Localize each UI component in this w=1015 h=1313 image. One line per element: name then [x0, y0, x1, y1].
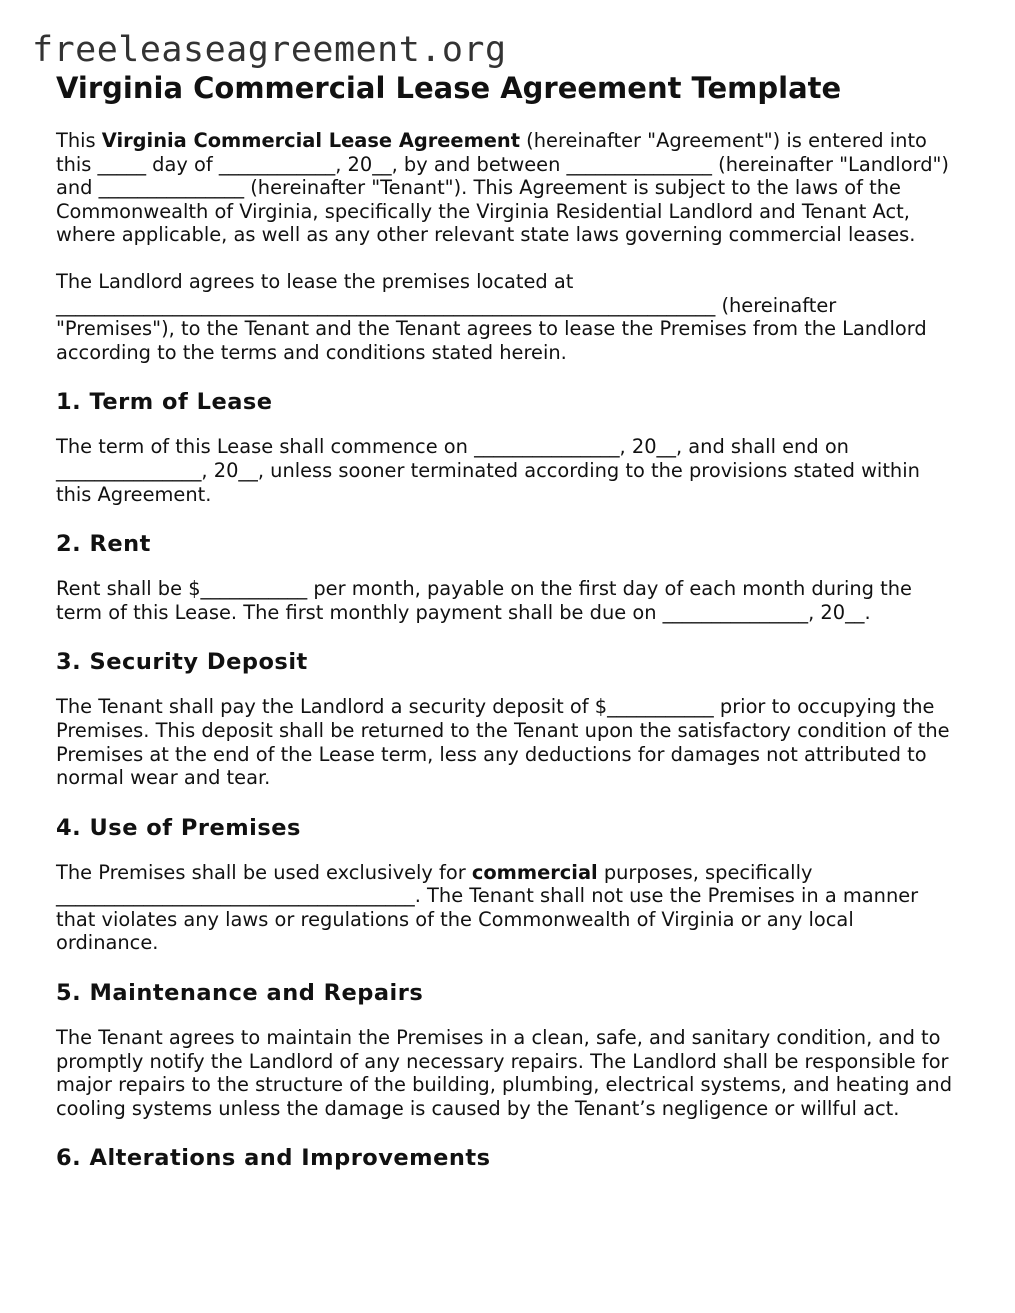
section-heading-maintenance: 5. Maintenance and Repairs: [56, 980, 424, 1007]
section-heading-term: 1. Term of Lease: [56, 389, 273, 416]
intro-text-start: This: [56, 129, 102, 152]
agreement-name: Virginia Commercial Lease Agreement: [101, 129, 521, 152]
site-watermark: freeleaseagreement.org: [32, 30, 507, 70]
document-title: Virginia Commercial Lease Agreement Template: [56, 71, 842, 105]
section-heading-alterations: 6. Alterations and Improvements: [56, 1145, 491, 1172]
section-body-rent: Rent shall be $___________ per month, payable on the first day of each month during the term of this Lease. The first monthly payment shall be due on _______________, 20__.: [56, 577, 912, 624]
use-text-rest: purposes, specifically _____________________________________. The Tenant shall not use the Premises in a manner that violates any laws or regulations of the Commonwealth of Virginia or any local ordinance.: [56, 860, 919, 955]
section-heading-use: 4. Use of Premises: [56, 814, 301, 841]
section-body-deposit: The Tenant shall pay the Landlord a security deposit of $___________ prior to occupying the Premises. This deposit shall be returned to the Tenant upon the satisfactory condition of the Premises at the end of the Lease term, less any deductions for damages not attributed to normal wear and tear.: [56, 695, 950, 790]
intro-paragraph: [56, 129, 961, 247]
intro-text-rest: (hereinafter "Agreement") is entered into this _____ day of ____________, 20__, by and between _______________ (hereinafter "Landlord") and _______________ (hereinafter "Tenant"). This Agreement is subject to the laws of the Commonwealth of Virginia, specifically the Virginia Residential Landlord and Tenant Act, where applicable, as well as any other relevant state laws governing commercial leases.: [56, 129, 949, 247]
document-page: [56, 68, 961, 1172]
use-type: commercial: [471, 860, 598, 884]
section-heading-rent: 2. Rent: [56, 531, 151, 558]
premises-paragraph: The Landlord agrees to lease the premises located at ____________________________________________________________________ (hereinafter "Premises"), to the Tenant and the Tenant agrees to lease the Premises from the Landlord according to the terms and conditions stated herein.: [56, 269, 927, 364]
section-heading-deposit: 3. Security Deposit: [56, 649, 308, 676]
section-body-term: The term of this Lease shall commence on _______________, 20__, and shall end on _______________, 20__, unless sooner terminated according to the provisions stated within this Agreement.: [56, 435, 920, 506]
use-text-start: The Premises shall be used exclusively for: [56, 860, 472, 884]
section-body-use: [56, 861, 961, 955]
section-body-maintenance: The Tenant agrees to maintain the Premises in a clean, safe, and sanitary condition, and to promptly notify the Landlord of any necessary repairs. The Landlord shall be responsible for major repairs to the structure of the building, plumbing, electrical systems, and heating and cooling systems unless the damage is caused by the Tenant’s negligence or willful act.: [56, 1026, 953, 1120]
